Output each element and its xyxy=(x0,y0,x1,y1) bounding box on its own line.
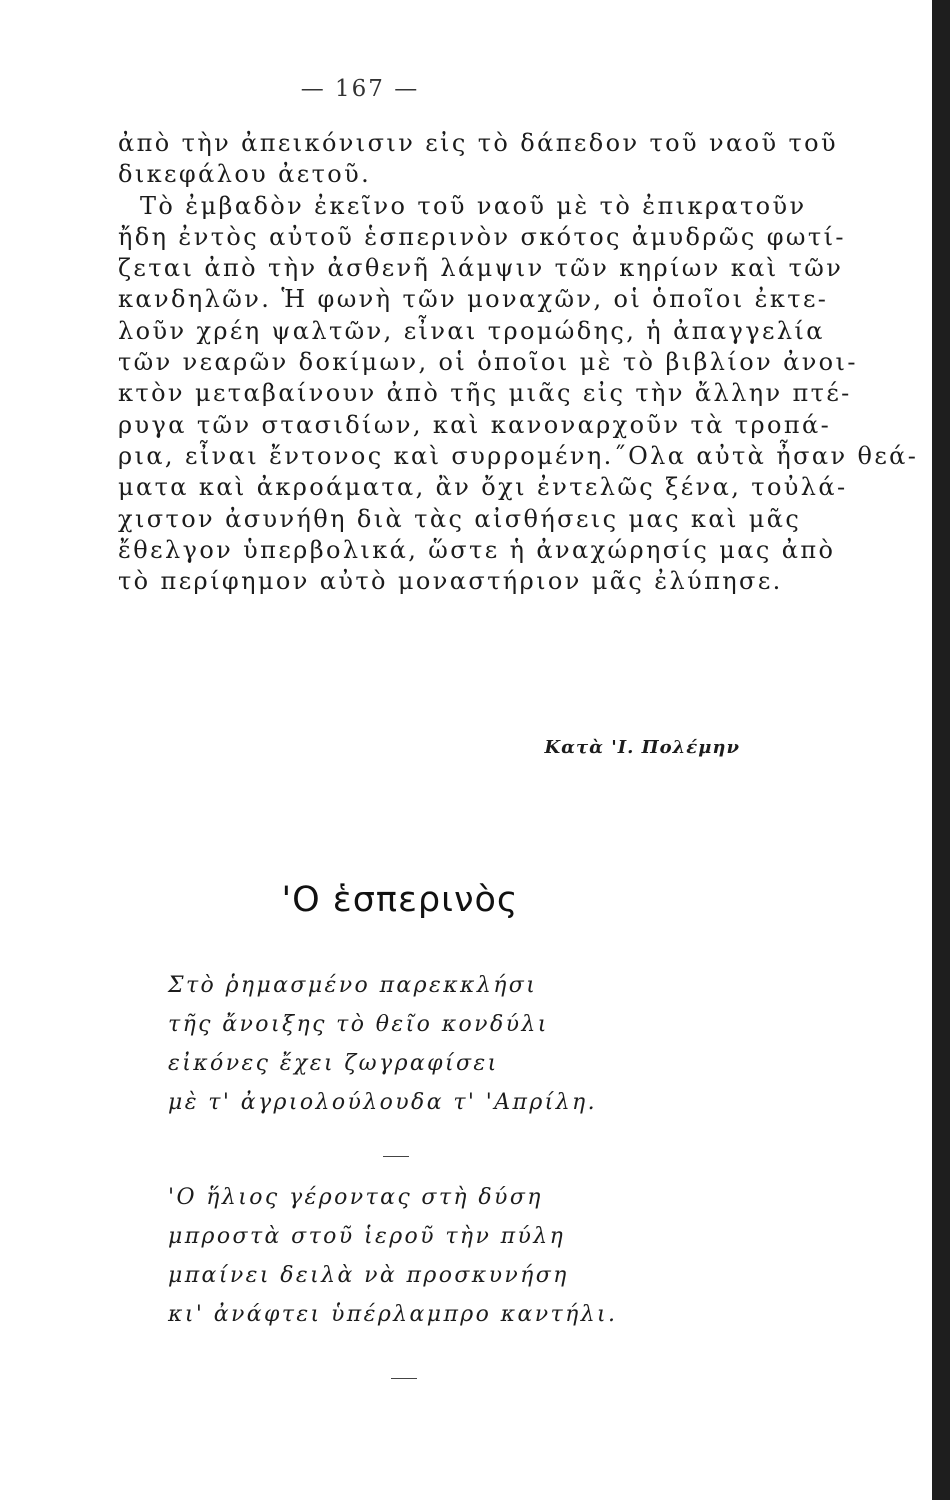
stanza-separator xyxy=(383,1156,409,1157)
attribution: Κατὰ 'Ι. Πολέμην xyxy=(544,737,740,758)
prose-line: Τὸ ἐμβαδὸν ἐκεῖνο τοῦ ναοῦ μὲ τὸ ἐπικρατοῦν xyxy=(140,191,807,220)
prose-line: τῶν νεαρῶν δοκίμων, οἱ ὁποῖοι μὲ τὸ βιβλίον ἀνοι- xyxy=(118,348,858,377)
poem-verse: μπαίνει δειλὰ νὰ προσκυνήση xyxy=(168,1263,569,1288)
prose-line: ματα καὶ ἀκροάματα, ἂν ὄχι ἐντελῶς ξένα, τοὐλά- xyxy=(118,473,848,502)
prose-line: ζεται ἀπὸ τὴν ἀσθενῆ λάμψιν τῶν κηρίων καὶ τῶν xyxy=(118,254,844,283)
poem-verse: εἰκόνες ἔχει ζωγραφίσει xyxy=(168,1051,499,1076)
prose-line: ἀπὸ τὴν ἀπεικόνισιν εἰς τὸ δάπεδον τοῦ ναοῦ τοῦ xyxy=(118,129,838,157)
poem-verse: μὲ τ' ἀγριολούλουδα τ' 'Απρίλη. xyxy=(168,1090,598,1115)
prose-paragraph xyxy=(118,128,919,597)
prose-line: δικεφάλου ἀετοῦ. xyxy=(118,160,372,189)
prose-line: λοῦν χρέη ψαλτῶν, εἶναι τρομώδης, ἡ ἀπαγγελία xyxy=(118,316,825,345)
poem-verse: μπροστὰ στοῦ ἱεροῦ τὴν πύλη xyxy=(168,1224,566,1249)
poem-verse: κι' ἀνάφτει ὑπέρλαμπρο καντήλι. xyxy=(168,1302,618,1327)
poem-stanza-1 xyxy=(168,966,688,1122)
poem-verse: 'Ο ἥλιος γέροντας στὴ δύση xyxy=(168,1185,543,1210)
prose-line: τὸ περίφημον αὐτὸ μοναστήριον μᾶς ἐλύπησε. xyxy=(118,567,783,596)
page-edge-shadow xyxy=(932,0,950,1500)
poem-verse: τῆς ἄνοιξης τὸ θεῖο κονδύλι xyxy=(168,1012,549,1037)
prose-line: χιστον ἀσυνήθη διὰ τὰς αἰσθήσεις μας καὶ μᾶς xyxy=(118,504,802,533)
prose-line: κτὸν μεταβαίνουν ἀπὸ τῆς μιᾶς εἰς τὴν ἄλλην πτέ- xyxy=(118,379,852,408)
prose-line: ἤδη ἐντὸς αὐτοῦ ἑσπερινὸν σκότος ἀμυδρῶς φωτί- xyxy=(118,222,846,251)
page-number: — 167 — xyxy=(300,76,420,102)
poem-verse: Στὸ ῥημασμένο παρεκκλήσι xyxy=(168,973,538,998)
stanza-separator xyxy=(391,1378,417,1379)
poem-stanza-2 xyxy=(168,1178,688,1334)
prose-line: ἔθελγον ὑπερβολικά, ὥστε ἡ ἀναχώρησίς μας ἀπὸ xyxy=(118,535,836,564)
prose-line: ρια, εἶναι ἔντονος καὶ συρρομένη.˝Ολα αὐτὰ ἦσαν θεά- xyxy=(118,441,919,470)
prose-line: κανδηλῶν. Ἡ φωνὴ τῶν μοναχῶν, οἱ ὁποῖοι ἐκτε- xyxy=(118,285,829,314)
prose-line: ρυγα τῶν στασιδίων, καὶ κανοναρχοῦν τὰ τροπά- xyxy=(118,410,832,439)
poem-title: 'Ο ἑσπερινὸς xyxy=(281,880,519,920)
